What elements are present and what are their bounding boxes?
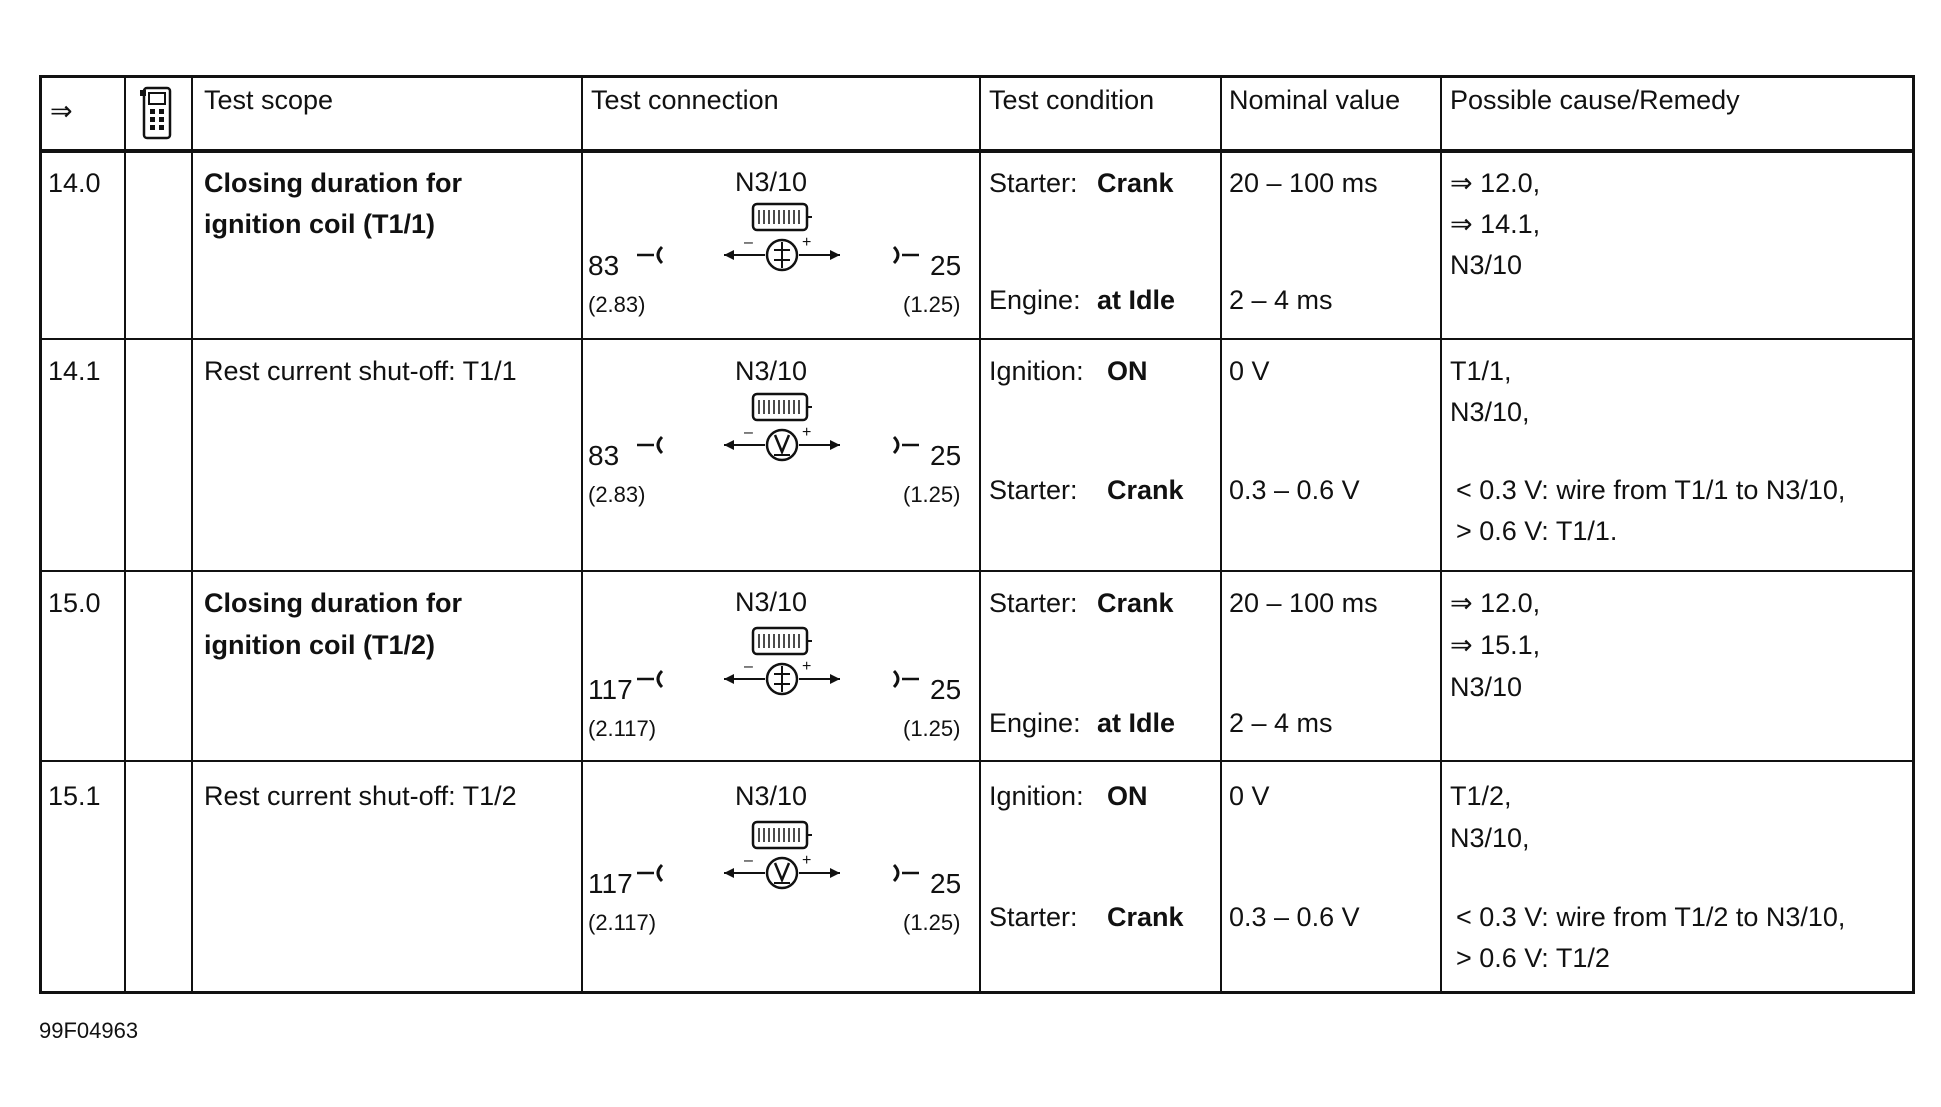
nominal-value: 20 – 100 ms	[1229, 588, 1378, 618]
figure-id: 99F04963	[39, 1018, 139, 1043]
pin-right: 25	[930, 250, 962, 281]
cause-line: ⇒ 14.1,	[1450, 209, 1541, 239]
cause-line: < 0.3 V: wire from T1/1 to N3/10,	[1456, 475, 1846, 505]
pin-right: 25	[930, 440, 962, 471]
condition-value: ON	[1107, 356, 1148, 386]
header-arrow: ⇒	[50, 96, 73, 126]
row-step: 15.1	[48, 781, 101, 811]
header-possible-cause: Possible cause/Remedy	[1450, 85, 1740, 115]
module-label: N3/10	[735, 587, 808, 617]
row-scope-line: ignition coil (T1/1)	[204, 209, 435, 239]
cause-line: N3/10,	[1450, 823, 1530, 853]
svg-text:+: +	[802, 424, 812, 441]
row-scope: Rest current shut-off: T1/2	[204, 781, 517, 811]
voltmeter-icon	[724, 852, 840, 888]
svg-text:+: +	[802, 658, 812, 675]
cause-line: ⇒ 12.0,	[1450, 588, 1541, 618]
nominal-value: 2 – 4 ms	[1229, 285, 1333, 315]
col-divider	[124, 78, 126, 991]
col-divider	[581, 78, 583, 991]
pin-left: 83	[588, 250, 620, 281]
col-divider	[1220, 78, 1222, 991]
condition-value: at Idle	[1097, 285, 1176, 315]
ecu-connector-icon	[753, 204, 812, 230]
condition-value: at Idle	[1097, 708, 1176, 738]
cause-line: ⇒ 15.1,	[1450, 630, 1541, 660]
connection-diagram	[632, 200, 932, 280]
row-step: 14.0	[48, 168, 101, 198]
header-test-scope: Test scope	[204, 85, 334, 115]
header-test-condition: Test condition	[989, 85, 1155, 115]
cause-line: N3/10	[1450, 250, 1523, 280]
cause-line: < 0.3 V: wire from T1/2 to N3/10,	[1456, 902, 1846, 932]
nominal-value: 0 V	[1229, 356, 1270, 386]
svg-text:–: –	[744, 658, 753, 675]
svg-text:+: +	[802, 234, 812, 251]
module-label: N3/10	[735, 356, 808, 386]
cause-line: > 0.6 V: T1/2	[1456, 943, 1610, 973]
cause-line: > 0.6 V: T1/1.	[1456, 516, 1618, 546]
pin-right: 25	[930, 868, 962, 899]
pin-right-sub: (1.25)	[903, 910, 961, 935]
ecu-connector-icon	[753, 822, 812, 848]
condition-label: Starter:	[989, 588, 1078, 618]
pin-left: 117	[588, 674, 633, 705]
module-label: N3/10	[735, 167, 808, 197]
row-step: 14.1	[48, 356, 101, 386]
svg-text:–: –	[744, 852, 753, 869]
nominal-value: 0.3 – 0.6 V	[1229, 475, 1360, 505]
condition-value: Crank	[1097, 168, 1174, 198]
dwell-meter-icon	[724, 234, 840, 270]
pin-right: 25	[930, 674, 962, 705]
condition-value: Crank	[1097, 588, 1174, 618]
condition-label: Starter:	[989, 902, 1078, 932]
voltmeter-icon	[724, 424, 840, 460]
pin-left-sub: (2.83)	[588, 292, 646, 317]
row-scope-line: ignition coil (T1/2)	[204, 630, 435, 660]
pin-left: 83	[588, 440, 620, 471]
col-divider	[979, 78, 981, 991]
svg-text:–: –	[744, 424, 753, 441]
header-test-connection: Test connection	[591, 85, 779, 115]
module-label: N3/10	[735, 781, 808, 811]
condition-label: Starter:	[989, 475, 1078, 505]
cause-line: ⇒ 12.0,	[1450, 168, 1541, 198]
row-scope: Rest current shut-off: T1/1	[204, 356, 517, 386]
pin-right-sub: (1.25)	[903, 482, 961, 507]
condition-label: Ignition:	[989, 781, 1084, 811]
connection-diagram	[632, 624, 932, 704]
row-scope-line: Closing duration for	[204, 588, 462, 618]
condition-label: Starter:	[989, 168, 1078, 198]
col-divider	[191, 78, 193, 991]
row-divider	[42, 338, 1912, 340]
pin-left-sub: (2.83)	[588, 482, 646, 507]
pin-right-sub: (1.25)	[903, 716, 961, 741]
condition-value: Crank	[1107, 902, 1184, 932]
svg-text:–: –	[744, 234, 753, 251]
row-step: 15.0	[48, 588, 101, 618]
cause-line: N3/10	[1450, 672, 1523, 702]
condition-value: Crank	[1107, 475, 1184, 505]
condition-label: Engine:	[989, 708, 1081, 738]
test-table	[39, 75, 1915, 994]
pin-left-sub: (2.117)	[588, 716, 657, 741]
condition-value: ON	[1107, 781, 1148, 811]
col-divider	[1440, 78, 1442, 991]
connection-diagram	[632, 390, 932, 470]
pin-left-sub: (2.117)	[588, 910, 657, 935]
tester-device-icon	[134, 84, 182, 144]
connection-diagram	[632, 818, 932, 898]
header-divider	[42, 149, 1912, 153]
cause-line: N3/10,	[1450, 397, 1530, 427]
condition-label: Ignition:	[989, 356, 1084, 386]
nominal-value: 0.3 – 0.6 V	[1229, 902, 1360, 932]
ecu-connector-icon	[753, 394, 812, 420]
condition-label: Engine:	[989, 285, 1081, 315]
dwell-meter-icon	[724, 658, 840, 694]
row-divider	[42, 570, 1912, 572]
cause-line: T1/1,	[1450, 356, 1512, 386]
svg-text:+: +	[802, 852, 812, 869]
row-scope-line: Closing duration for	[204, 168, 462, 198]
nominal-value: 20 – 100 ms	[1229, 168, 1378, 198]
ecu-connector-icon	[753, 628, 812, 654]
pin-left: 117	[588, 868, 633, 899]
cause-line: T1/2,	[1450, 781, 1512, 811]
nominal-value: 0 V	[1229, 781, 1270, 811]
row-divider	[42, 760, 1912, 762]
pin-right-sub: (1.25)	[903, 292, 961, 317]
nominal-value: 2 – 4 ms	[1229, 708, 1333, 738]
header-nominal-value: Nominal value	[1229, 85, 1401, 115]
